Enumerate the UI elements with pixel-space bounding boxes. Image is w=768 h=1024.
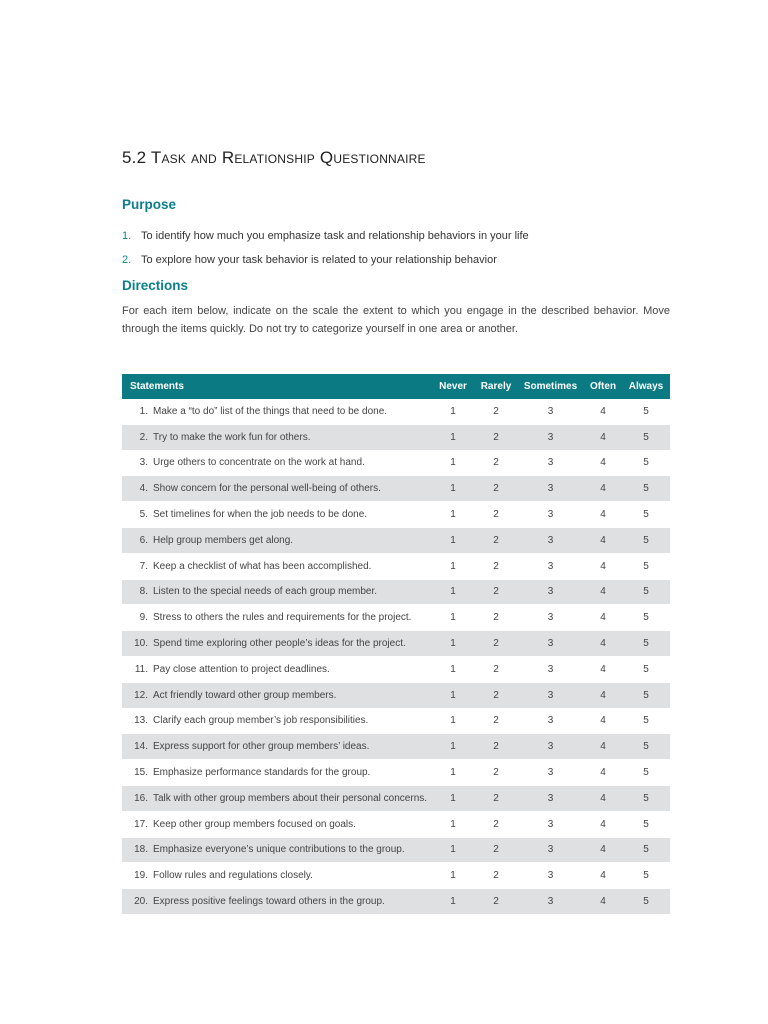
table-row [122, 579, 670, 605]
scale-option[interactable]: 5 [643, 792, 649, 804]
header-statements: Statements [122, 374, 431, 399]
scale-option[interactable]: 5 [643, 457, 649, 469]
statement-text: Express support for other group members’ ideas. [153, 741, 370, 753]
statement-number: 20. [134, 896, 148, 908]
scale-option[interactable]: 2 [493, 741, 499, 753]
statement-number: 19. [134, 870, 148, 882]
statement-text: Set timelines for when the job needs to be done. [153, 509, 368, 521]
statement-text: Talk with other group members about their personal concerns. [153, 792, 428, 804]
section-title: Task and Relationship Questionnaire [150, 148, 426, 167]
statement-text: Stress to others the rules and requirements for the project. [153, 612, 412, 624]
statement-number: 4. [139, 483, 148, 495]
scale-option[interactable]: 4 [600, 431, 606, 443]
scale-option[interactable]: 2 [493, 870, 499, 882]
scale-option[interactable]: 1 [450, 767, 456, 779]
table-row [122, 476, 670, 502]
statement-number: 13. [134, 715, 148, 727]
table-row [122, 708, 670, 734]
scale-option[interactable]: 5 [643, 483, 649, 495]
statement-text: Act friendly toward other group members. [153, 689, 337, 701]
scale-option[interactable]: 1 [450, 509, 456, 521]
table-row [122, 631, 670, 657]
header-rarely: Rarely [475, 374, 517, 399]
scale-option[interactable]: 5 [643, 560, 649, 572]
scale-option[interactable]: 2 [493, 586, 499, 598]
scale-option[interactable]: 3 [547, 586, 554, 598]
statement-number: 2. [139, 431, 148, 443]
scale-option[interactable]: 2 [493, 715, 499, 727]
scale-option[interactable]: 3 [547, 638, 554, 650]
purpose-item-number: 1. [122, 230, 132, 242]
statement-number: 10. [134, 638, 148, 650]
statement-text: Clarify each group member’s job responsibilities. [153, 715, 369, 727]
scale-option[interactable]: 1 [450, 741, 456, 753]
scale-option[interactable]: 4 [600, 457, 606, 469]
purpose-list [122, 224, 670, 272]
scale-option[interactable]: 1 [450, 792, 456, 804]
scale-option[interactable]: 5 [643, 534, 649, 546]
table-row [122, 605, 670, 631]
scale-option[interactable]: 2 [493, 663, 499, 675]
scale-option[interactable]: 2 [493, 792, 499, 804]
questionnaire-table [122, 374, 670, 915]
scale-option[interactable]: 1 [450, 638, 456, 650]
scale-option[interactable]: 4 [600, 741, 606, 753]
table-row [122, 527, 670, 553]
scale-option[interactable]: 1 [450, 534, 456, 546]
statement-number: 7. [139, 560, 148, 572]
statement-number: 3. [139, 457, 148, 469]
statement-number: 12. [134, 689, 148, 701]
statement-text: Express positive feelings toward others in the group. [153, 896, 385, 908]
scale-option[interactable]: 1 [450, 586, 456, 598]
scale-option[interactable]: 1 [450, 612, 456, 624]
statement-number: 18. [134, 844, 148, 856]
table-row [122, 502, 670, 528]
table-row [122, 837, 670, 863]
scale-option[interactable]: 5 [643, 638, 649, 650]
page-title [122, 148, 426, 168]
scale-option[interactable]: 3 [547, 457, 554, 469]
statement-text: Help group members get along. [153, 534, 294, 546]
scale-option[interactable]: 1 [450, 689, 456, 701]
scale-option[interactable]: 5 [643, 431, 649, 443]
scale-option[interactable]: 2 [493, 405, 499, 417]
scale-option[interactable]: 5 [643, 870, 649, 882]
scale-option[interactable]: 2 [493, 509, 499, 521]
table-row [122, 863, 670, 889]
statement-text: Follow rules and regulations closely. [153, 870, 313, 882]
scale-option[interactable]: 4 [600, 689, 606, 701]
scale-option[interactable]: 4 [600, 509, 606, 521]
scale-option[interactable]: 3 [547, 431, 554, 443]
table-header-row [122, 374, 670, 399]
scale-option[interactable]: 4 [600, 612, 606, 624]
statement-text: Spend time exploring other people’s ideas for the project. [153, 638, 406, 650]
statement-number: 6. [139, 534, 148, 546]
statement-text: Show concern for the personal well-being of others. [153, 483, 381, 495]
scale-option[interactable]: 2 [493, 483, 499, 495]
table-row [122, 889, 670, 915]
scale-option[interactable]: 5 [643, 509, 649, 521]
scale-option[interactable]: 2 [493, 457, 499, 469]
statement-number: 9. [139, 612, 148, 624]
scale-option[interactable]: 3 [547, 896, 554, 908]
statement-text: Listen to the special needs of each group member. [153, 586, 378, 598]
scale-option[interactable]: 3 [547, 741, 554, 753]
scale-option[interactable]: 2 [493, 431, 499, 443]
purpose-item [122, 248, 670, 272]
scale-option[interactable]: 3 [547, 715, 554, 727]
table-row [122, 450, 670, 476]
scale-option[interactable]: 4 [600, 818, 606, 830]
scale-option[interactable]: 4 [600, 792, 606, 804]
scale-option[interactable]: 1 [450, 896, 456, 908]
scale-option[interactable]: 5 [643, 612, 649, 624]
scale-option[interactable]: 1 [450, 870, 456, 882]
scale-option[interactable]: 3 [547, 844, 554, 856]
scale-option[interactable]: 1 [450, 405, 456, 417]
directions-heading: Directions [122, 278, 189, 293]
scale-option[interactable]: 3 [547, 534, 554, 546]
scale-option[interactable]: 4 [600, 534, 606, 546]
section-number: 5.2 [122, 148, 147, 167]
statement-number: 8. [139, 586, 148, 598]
scale-option[interactable]: 5 [643, 818, 649, 830]
scale-option[interactable]: 3 [547, 767, 554, 779]
scale-option[interactable]: 1 [450, 844, 456, 856]
scale-option[interactable]: 3 [547, 792, 554, 804]
scale-option[interactable]: 4 [600, 663, 606, 675]
purpose-item-text: To explore how your task behavior is related to your relationship behavior [141, 254, 497, 266]
header-often: Often [584, 374, 622, 399]
scale-option[interactable]: 4 [600, 715, 606, 727]
scale-option[interactable]: 5 [643, 586, 649, 598]
directions-text: For each item below, indicate on the scale the extent to which you engage in the described behavior. Move through the items quickly. Do not try to categorize yourself in one area or another. [122, 305, 670, 335]
scale-option[interactable]: 1 [450, 663, 456, 675]
statement-number: 14. [134, 741, 148, 753]
table-row [122, 785, 670, 811]
scale-option[interactable]: 3 [547, 663, 554, 675]
scale-option[interactable]: 5 [643, 844, 649, 856]
scale-option[interactable]: 5 [643, 767, 649, 779]
scale-option[interactable]: 1 [450, 431, 456, 443]
header-always: Always [622, 374, 670, 399]
purpose-item [122, 224, 670, 248]
scale-option[interactable]: 3 [547, 483, 554, 495]
scale-option[interactable]: 3 [547, 818, 554, 830]
purpose-item-number: 2. [122, 254, 132, 266]
statement-number: 15. [134, 767, 148, 779]
statement-number: 17. [134, 818, 148, 830]
statement-number: 5. [139, 509, 148, 521]
table-row [122, 424, 670, 450]
scale-option[interactable]: 2 [493, 896, 499, 908]
statement-text: Emphasize everyone’s unique contributions to the group. [153, 844, 405, 856]
header-sometimes: Sometimes [517, 374, 584, 399]
scale-option[interactable]: 5 [643, 405, 649, 417]
purpose-heading: Purpose [122, 197, 177, 212]
scale-option[interactable]: 1 [450, 457, 456, 469]
scale-option[interactable]: 2 [493, 560, 499, 572]
scale-option[interactable]: 4 [600, 896, 606, 908]
scale-option[interactable]: 3 [547, 689, 554, 701]
scale-option[interactable]: 2 [493, 638, 499, 650]
scale-option[interactable]: 2 [493, 689, 499, 701]
scale-option[interactable]: 4 [600, 483, 606, 495]
scale-option[interactable]: 2 [493, 534, 499, 546]
statement-text: Keep a checklist of what has been accomplished. [153, 560, 372, 572]
statement-number: 16. [134, 792, 148, 804]
scale-option[interactable]: 4 [600, 844, 606, 856]
scale-option[interactable]: 4 [600, 586, 606, 598]
scale-option[interactable]: 5 [643, 896, 649, 908]
statement-text: Urge others to concentrate on the work at hand. [153, 457, 365, 469]
scale-option[interactable]: 3 [547, 870, 554, 882]
scale-option[interactable]: 5 [643, 663, 649, 675]
scale-option[interactable]: 4 [600, 560, 606, 572]
statement-text: Emphasize performance standards for the group. [153, 767, 371, 779]
statement-text: Make a “to do” list of the things that need to be done. [153, 405, 388, 417]
statement-text: Keep other group members focused on goals. [153, 818, 356, 830]
scale-option[interactable]: 2 [493, 818, 499, 830]
scale-option[interactable]: 1 [450, 715, 456, 727]
table-row [122, 811, 670, 837]
header-never: Never [431, 374, 475, 399]
statement-text: Try to make the work fun for others. [153, 431, 311, 443]
scale-option[interactable]: 4 [600, 638, 606, 650]
scale-option[interactable]: 4 [600, 870, 606, 882]
statement-number: 11. [134, 663, 148, 675]
scale-option[interactable]: 1 [450, 560, 456, 572]
scale-option[interactable]: 4 [600, 767, 606, 779]
scale-option[interactable]: 1 [450, 483, 456, 495]
statement-number: 1. [139, 405, 148, 417]
scale-option[interactable]: 5 [643, 689, 649, 701]
table-body [122, 399, 670, 914]
scale-option[interactable]: 4 [600, 405, 606, 417]
scale-option[interactable]: 5 [643, 715, 649, 727]
scale-option[interactable]: 5 [643, 741, 649, 753]
scale-option[interactable]: 3 [547, 560, 554, 572]
scale-option[interactable]: 3 [547, 612, 554, 624]
table-row [122, 399, 670, 424]
table-row [122, 760, 670, 786]
purpose-item-text: To identify how much you emphasize task and relationship behaviors in your life [141, 230, 529, 242]
scale-option[interactable]: 2 [493, 612, 499, 624]
table-row [122, 734, 670, 760]
scale-option[interactable]: 2 [493, 844, 499, 856]
scale-option[interactable]: 3 [547, 509, 554, 521]
scale-option[interactable]: 1 [450, 818, 456, 830]
table-row [122, 553, 670, 579]
scale-option[interactable]: 2 [493, 767, 499, 779]
table-row [122, 682, 670, 708]
statement-text: Pay close attention to project deadlines. [153, 663, 330, 675]
table-row [122, 656, 670, 682]
scale-option[interactable]: 3 [547, 405, 554, 417]
